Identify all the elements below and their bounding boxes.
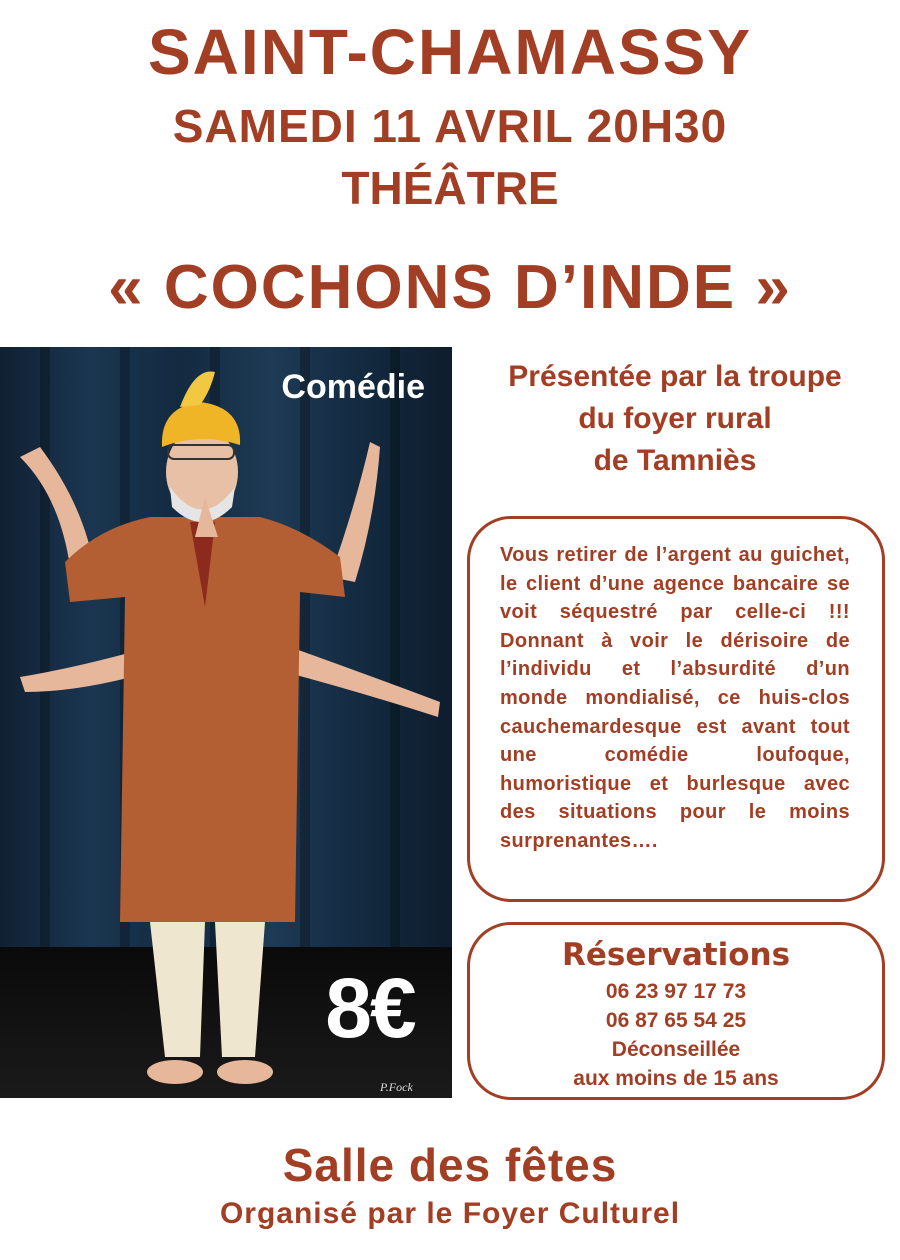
photo-credit: P.Fock <box>380 1080 413 1094</box>
synopsis-text: Vous retirer de l’argent au guichet, le client d’une agence bancaire se voit séquestré par celle-ci !!! Donnant à voir le dérisoire de l’individu et l’absurdité d’un monde mondialisé, ce huis-clos cauchemardesque est avant tout une comédie loufoque, humoristique et burlesque avec des situations pour le moins surprenantes…. <box>500 544 850 852</box>
troupe-info <box>455 356 895 482</box>
play-title: « COCHONS D’INDE » <box>108 253 792 322</box>
reservations-box <box>467 922 885 1100</box>
age-warning: Déconseillée <box>611 1038 741 1061</box>
venue-name: Salle des fêtes <box>282 1139 618 1191</box>
genre-heading: THÉÂTRE <box>341 162 559 214</box>
arm-lower-right <box>285 647 440 717</box>
troupe-line: du foyer rural <box>578 402 772 435</box>
age-warning: aux moins de 15 ans <box>573 1067 779 1090</box>
ticket-price: 8€ <box>325 961 415 1055</box>
synopsis-box <box>467 516 885 902</box>
reservations-title: Réservations <box>561 937 791 973</box>
trouser-right <box>215 922 265 1057</box>
photo-genre-label: Comédie <box>281 368 425 406</box>
city-heading: SAINT-CHAMASSY <box>147 16 753 88</box>
organizer: Organisé par le Foyer Culturel <box>219 1197 681 1230</box>
troupe-line: de Tamniès <box>593 444 757 477</box>
trouser-left <box>150 922 205 1057</box>
phone-number: 06 87 65 54 25 <box>605 1009 747 1032</box>
troupe-line: Présentée par la troupe <box>508 360 842 393</box>
date-heading: SAMEDI 11 AVRIL 20H30 <box>172 100 728 152</box>
phone-number: 06 23 97 17 73 <box>605 980 747 1003</box>
